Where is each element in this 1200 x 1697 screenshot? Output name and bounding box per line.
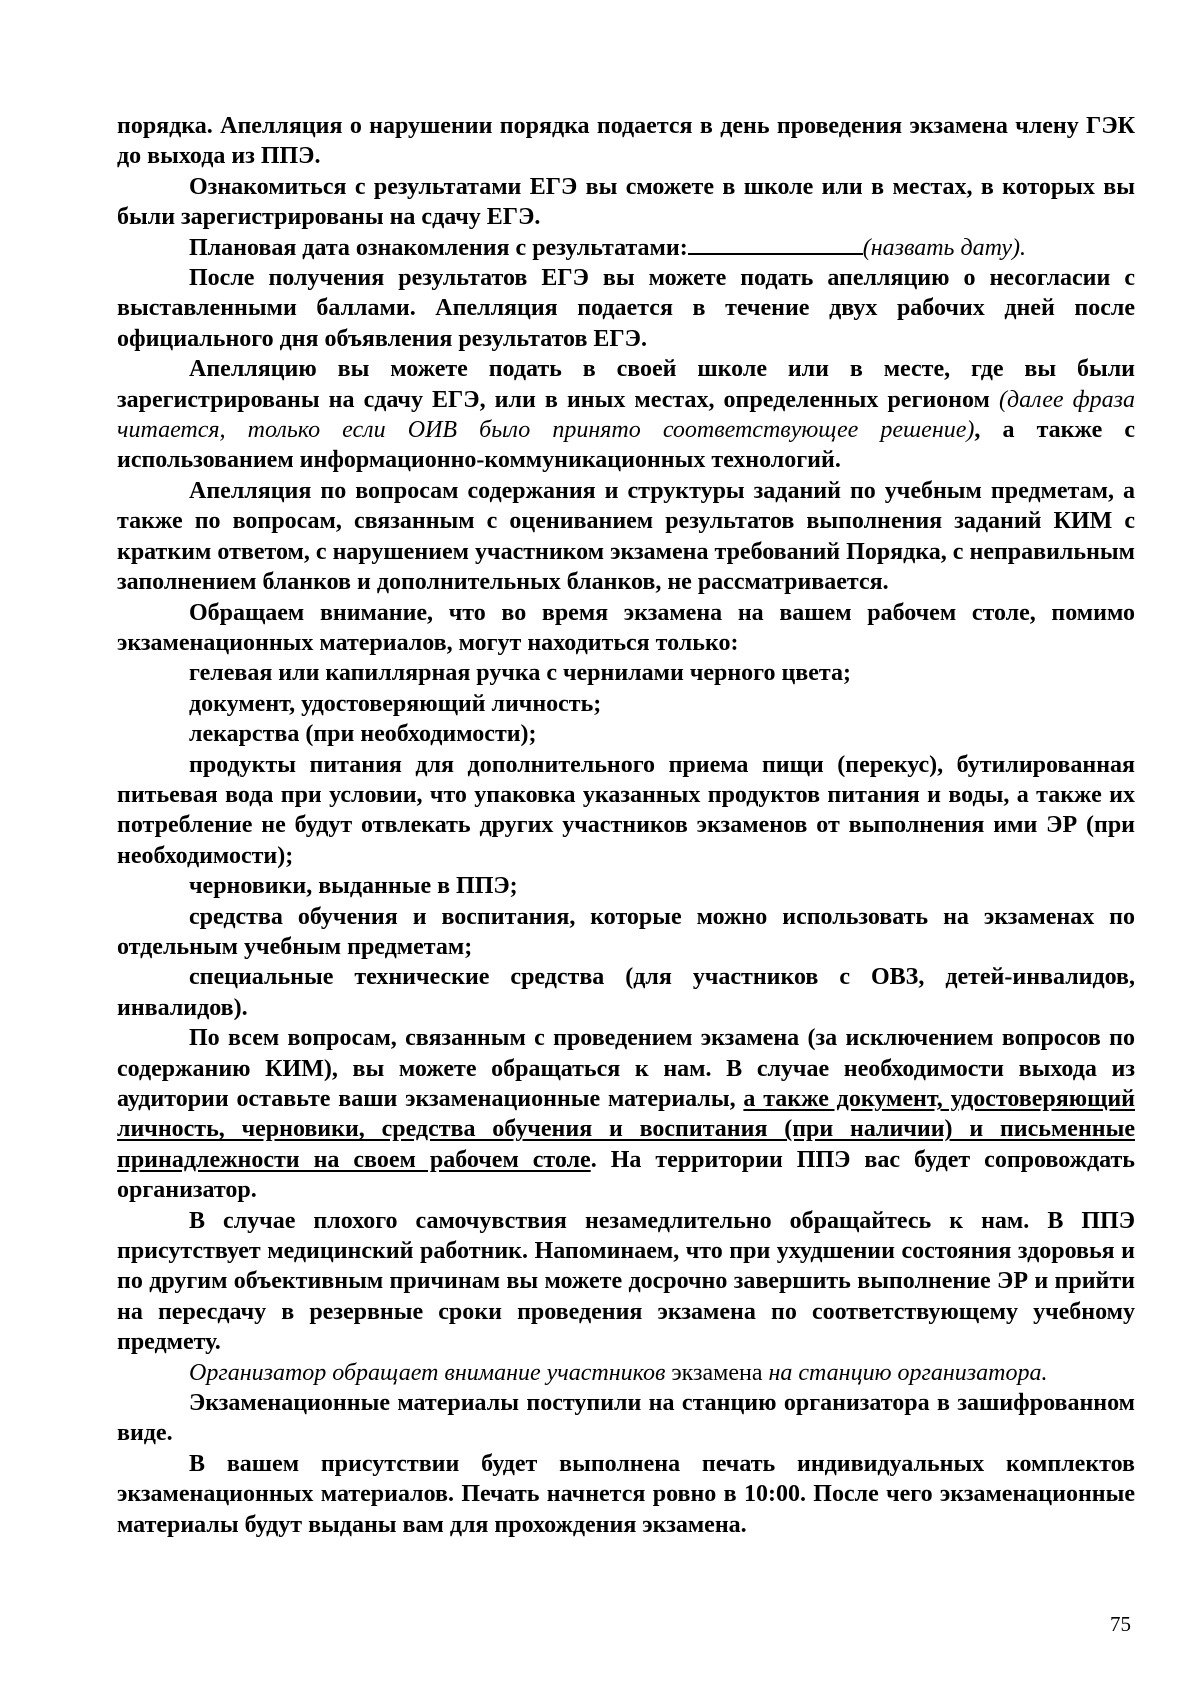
list-item: продукты питания для дополнительного приема пищи (перекус), бутилированная питьевая вода при условии, что упаковка указанных продуктов питания и воды, а также их потребление не будут отвлекать других участников экзаменов от выполнения ими ЭР (при необходимости); <box>117 751 1135 869</box>
list-item: документ, удостоверяющий личность; <box>189 690 602 717</box>
paragraph-printing: В вашем присутствии будет выполнена печать индивидуальных комплектов экзаменационных материалов. Печать начнется ровно в 10:00. После чего экзаменационные материалы будут выданы вам для прохождения экзамена. <box>117 1450 1135 1538</box>
list-item: средства обучения и воспитания, которые можно использовать на экзаменах по отдельным учебным предметам; <box>117 903 1135 960</box>
list-item: черновики, выданные в ППЭ; <box>189 873 518 900</box>
date-blank-line <box>688 249 863 255</box>
list-item: специальные технические средства (для участников с ОВЗ, детей-инвалидов, инвалидов). <box>117 964 1135 1021</box>
paragraph-appeal-procedure: порядка. Апелляция о нарушении порядка подается в день проведения экзамена члену ГЭК до выхода из ППЭ. <box>117 113 1135 170</box>
paragraph-appeal-scores: После получения результатов ЕГЭ вы можете подать апелляцию о несогласии с выставленными баллами. Апелляция подается в течение двух рабочих дней после официального дня объявления результатов ЕГЭ. <box>117 265 1135 352</box>
station-attention-plain: экзамена <box>665 1359 769 1386</box>
paragraph-desk-items-intro: Обращаем внимание, что во время экзамена на вашем рабочем столе, помимо экзаменационных материалов, могут находиться только: <box>117 599 1135 656</box>
station-attention-italic: Организатор обращает внимание участников <box>189 1359 666 1386</box>
results-date-label: Плановая дата ознакомления с результатами: <box>189 234 688 261</box>
leaving-room-text: По всем вопросам, связанным с проведением экзамена (за исключением вопросов по содержанию КИМ), вы можете обращаться к нам. В случае необходимости выхода из аудитории оставьте ваши экзаменационные материалы, <box>117 1025 1135 1112</box>
results-date-note: (назвать дату). <box>862 234 1026 261</box>
paragraph-appeal-not-considered: Апелляция по вопросам содержания и структуры заданий по учебным предметам, а также по вопросам, связанным с оцениванием результатов выполнения заданий КИМ с кратким ответом, с нарушением участником экзамена требований Порядка, с неправильным заполнением бланков и дополнительных бланков, не рассматривается. <box>117 477 1135 596</box>
leaving-room-text-end: . На территории ППЭ вас будет сопровождать организатор. <box>117 1146 1135 1204</box>
paragraph-results-date <box>117 233 1135 263</box>
paragraph-materials-encrypted: Экзаменационные материалы поступили на станцию организатора в зашифрованном виде. <box>117 1390 1135 1447</box>
station-attention-italic-end: на станцию организатора. <box>768 1359 1048 1386</box>
body-text <box>117 111 1135 1540</box>
list-item: гелевая или капиллярная ручка с чернилами черного цвета; <box>189 660 851 687</box>
leaving-room-underlined: а также документ, удостоверяющий личность, черновики, средства обучения и воспитания (при наличии) и письменные принадлежности на своем рабочем столе <box>117 1086 1135 1173</box>
appeal-where-text-end: , а также с использованием информационно-коммуникационных технологий. <box>117 417 1135 474</box>
paragraph-appeal-where <box>117 354 1135 476</box>
page-number: 75 <box>1110 1612 1131 1636</box>
paragraph-health: В случае плохого самочувствия незамедлительно обращайтесь к нам. В ППЭ присутствует медицинский работник. Напоминаем, что при ухудшении состояния здоровья и по другим объективным причинам вы можете досрочно завершить выполнение ЭР и прийти на пересдачу в резервные сроки проведения экзамена по соответствующему учебному предмету. <box>117 1207 1135 1356</box>
paragraph-leaving-room <box>117 1023 1135 1205</box>
list-item: лекарства (при необходимости); <box>189 721 537 748</box>
appeal-where-note: (далее фраза читается, только если ОИВ было принято соответствующее решение) <box>117 386 1135 444</box>
appeal-where-text: Апелляцию вы можете подать в своей школе или в месте, где вы были зарегистрированы на сдачу ЕГЭ, или в иных местах, определенных регионом <box>117 356 1135 413</box>
paragraph-results-location: Ознакомиться с результатами ЕГЭ вы сможете в школе или в местах, в которых вы были зарегистрированы на сдачу ЕГЭ. <box>117 173 1135 231</box>
paragraph-station-attention <box>117 1358 1135 1388</box>
